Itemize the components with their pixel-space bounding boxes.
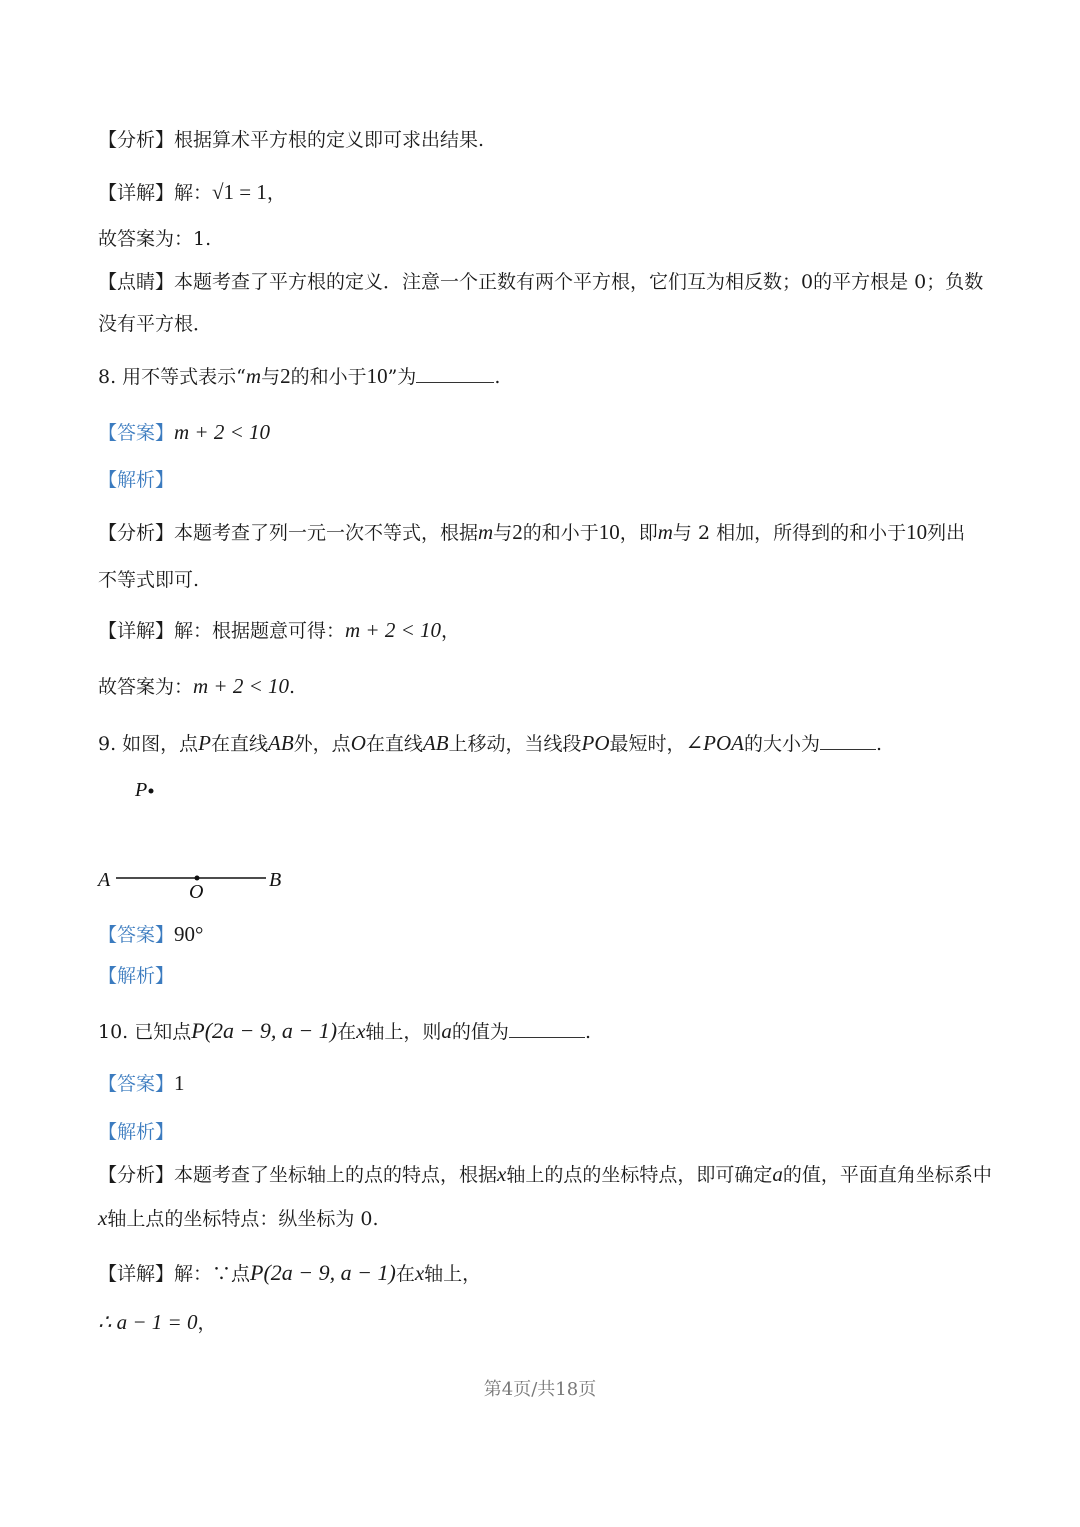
line-detail-7: 【详解】解：√1 = 1， — [98, 180, 286, 204]
question-8: 8. 用不等式表示“m与2的和小于10”为 . — [98, 364, 501, 388]
sqrt-expression: √1 = 1 — [212, 180, 267, 204]
point-a-label: A — [98, 869, 111, 891]
detail-10b: ∴ a − 1 = 0， — [98, 1310, 217, 1334]
answer-10: 【答案】1 — [98, 1071, 185, 1095]
point-p-label: P — [135, 779, 148, 801]
detail-8: 【详解】解：根据题意可得：m + 2 < 10， — [98, 618, 461, 642]
analysis-tag-10: 【解析】 — [98, 1121, 175, 1143]
analysis-tag-9: 【解析】 — [98, 965, 175, 987]
detail-10: 【详解】解：∵点P(2a − 9, a − 1)在x轴上， — [98, 1260, 482, 1285]
point-o — [195, 876, 200, 881]
analysis-10a: 【分析】本题考查了坐标轴上的点的特点，根据x轴上的点的坐标特点，即可确定a的值，平面直角坐标系中 — [98, 1162, 992, 1186]
answer-blank — [416, 362, 494, 383]
line-remark-7a: 【点睛】本题考查了平方根的定义．注意一个正数有两个平方根，它们互为相反数；0的平方根是 0；负数 — [98, 271, 984, 293]
analysis-10b: x轴上点的坐标特点：纵坐标为 0. — [98, 1206, 379, 1230]
analysis-8a: 【分析】本题考查了列一元一次不等式，根据m与2的和小于10，即m与 2 相加，所得到的和小于10列出 — [98, 520, 966, 544]
point-b-label: B — [269, 869, 282, 891]
answer-line-8: 故答案为：m + 2 < 10. — [98, 674, 296, 698]
analysis-tag-8: 【解析】 — [98, 469, 175, 491]
answer-tag: 【答案】 — [98, 422, 175, 444]
point-p — [149, 789, 154, 794]
answer-blank — [820, 729, 876, 750]
page-footer: 第4页/共18页 — [483, 1379, 597, 1400]
question-9: 9. 如图，点P在直线AB外，点O在直线AB上移动，当线段PO最短时，∠POA的大小为 . — [98, 731, 883, 755]
geometry-figure — [90, 770, 310, 910]
line-remark-7b: 没有平方根． — [98, 313, 213, 335]
answer-8: 【答案】m + 2 < 10 — [98, 420, 271, 444]
analysis-8b: 不等式即可. — [98, 569, 200, 591]
answer-blank — [509, 1017, 585, 1038]
line-analysis-7: 【分析】根据算术平方根的定义即可求出结果. — [98, 129, 485, 151]
answer-9: 【答案】90° — [98, 922, 204, 946]
question-10: 10. 已知点P(2a − 9, a − 1)在x轴上，则a的值为 . — [98, 1018, 591, 1043]
point-o-label: O — [189, 881, 204, 903]
line-answer-7: 故答案为：1. — [98, 228, 212, 250]
